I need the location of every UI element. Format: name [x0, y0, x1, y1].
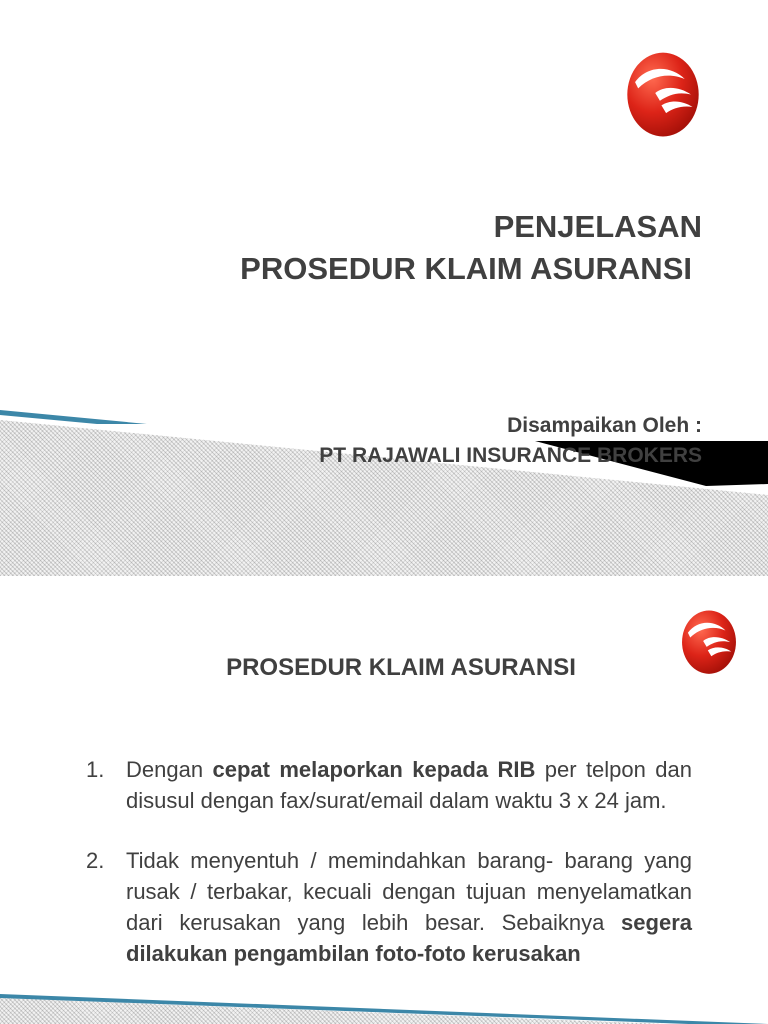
item-text: Dengan [126, 757, 213, 782]
slide-heading: PROSEDUR KLAIM ASURANSI [226, 654, 576, 681]
presenter-name: PT RAJAWALI INSURANCE BROKERS [319, 444, 702, 467]
list-item [86, 845, 692, 969]
item-bold-text: cepat melaporkan kepada RIB [212, 757, 536, 782]
title-line-1: PENJELASAN [493, 209, 702, 244]
item-text: per telpon dan disusul dengan fax/surat/email dalam waktu 3 x 24 jam. [126, 757, 692, 813]
title-line-2: PROSEDUR KLAIM ASURANSI [240, 251, 692, 286]
item-bold-text: segera dilakukan pengambilan foto-foto kerusakan [126, 910, 692, 966]
item-number: 2. [86, 848, 105, 873]
list-item [86, 754, 692, 816]
decorative-bottom-band [0, 994, 768, 1024]
procedure-list [86, 754, 692, 969]
content-slide [0, 584, 768, 1024]
item-number: 1. [86, 757, 105, 782]
presenter-block [319, 411, 702, 471]
company-logo-icon [624, 48, 702, 138]
presented-by-label: Disampaikan Oleh : [507, 414, 702, 437]
slide-title [240, 206, 702, 290]
item-text: Tidak menyentuh / memindahkan barang- barang yang rusak / terbakar, kecuali dengan tujuan menyelamatkan dari kerusakan yang lebih besar. Sebaiknya [126, 848, 692, 935]
